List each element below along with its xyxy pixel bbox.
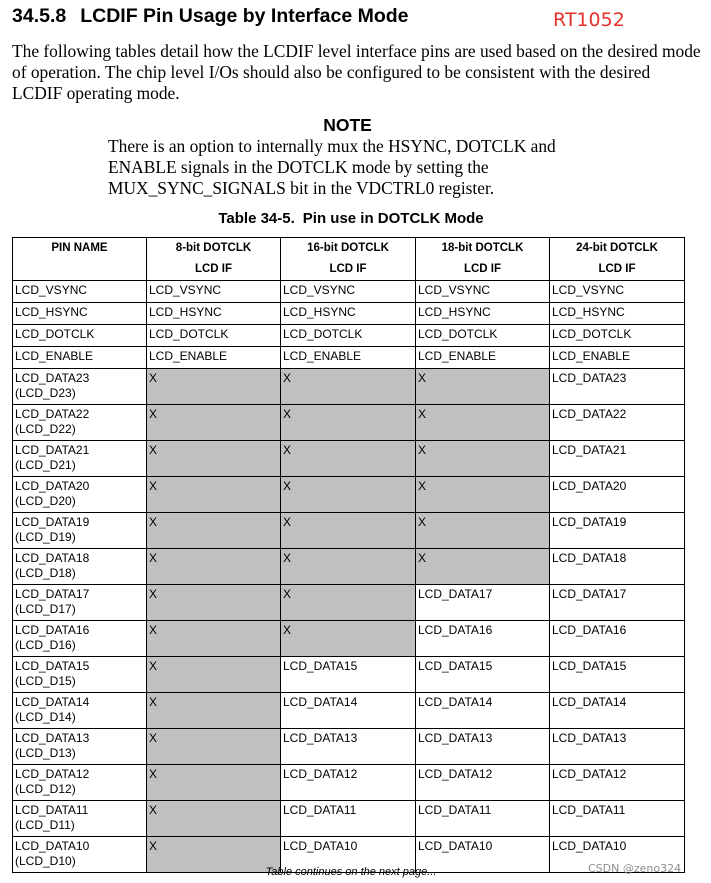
pin-use-cell: LCD_DATA11 [281,801,416,837]
column-header-line2: LCD IF [329,263,367,275]
pin-name-line: (LCD_D20) [15,494,76,508]
pin-name-cell [13,765,147,801]
table-row [13,441,685,477]
pin-use-cell: LCD_DATA16 [550,621,685,657]
pin-use-cell: LCD_DOTCLK [281,325,416,347]
column-header-line1: 18-bit DOTCLK [441,242,524,254]
table-caption [0,210,702,227]
pin-use-cell: X [147,585,281,621]
pin-name-line: (LCD_D23) [15,386,76,400]
pin-use-cell: X [147,765,281,801]
pin-name-line: LCD_DATA16 [15,623,90,637]
pin-use-cell: LCD_DATA17 [416,585,550,621]
pin-name-line: (LCD_D11) [15,818,75,832]
pin-use-cell: LCD_DATA19 [550,513,685,549]
watermark: CSDN @zeno324 [588,862,682,875]
pin-name-line: LCD_DATA22 [15,407,90,421]
pin-use-cell: LCD_DATA15 [416,657,550,693]
table-header [13,238,685,281]
pin-name-cell [13,621,147,657]
pin-use-cell: LCD_ENABLE [281,347,416,369]
pin-use-cell: LCD_DATA12 [550,765,685,801]
note-text: There is an option to internally mux the HSYNC, DOTCLK and ENABLE signals in the DOTCLK mode by setting the MUX_SYNC_SIGNALS bit in the VDCTRL0 register. [108,136,556,198]
header-row [13,238,685,281]
pin-name-cell [13,325,147,347]
pin-use-cell: LCD_DATA20 [550,477,685,513]
table-title: Pin use in DOTCLK Mode [302,210,484,227]
table-row [13,765,685,801]
pin-use-cell: LCD_DOTCLK [147,325,281,347]
column-header-line2: LCD IF [598,263,636,275]
pin-use-cell: LCD_DATA13 [550,729,685,765]
column-header-line1: 24-bit DOTCLK [576,242,658,254]
pin-use-cell: X [416,369,550,405]
pin-use-cell: X [416,405,550,441]
pin-name-line: LCD_HSYNC [15,305,88,319]
pin-use-cell: X [281,513,416,549]
pin-use-cell: X [147,405,281,441]
pin-use-cell: LCD_DATA14 [550,693,685,729]
pin-use-cell: LCD_ENABLE [416,347,550,369]
pin-name-cell [13,693,147,729]
pin-use-cell: LCD_VSYNC [416,281,550,303]
pin-use-cell: LCD_DATA15 [281,657,416,693]
pin-name-line: LCD_ENABLE [15,349,94,363]
pin-use-cell: X [416,513,550,549]
section-title: LCDIF Pin Usage by Interface Mode [80,5,409,27]
pin-use-cell: LCD_HSYNC [281,303,416,325]
pin-name-line: LCD_DATA20 [15,479,90,493]
pin-use-cell: X [281,585,416,621]
pin-use-cell: X [281,369,416,405]
pin-use-cell: X [147,369,281,405]
table-row [13,303,685,325]
pin-use-cell: LCD_DATA11 [416,801,550,837]
pin-name-cell [13,549,147,585]
pin-name-cell [13,347,147,369]
pin-use-cell: LCD_DATA23 [550,369,685,405]
pin-name-line: LCD_DATA23 [15,371,90,385]
pin-use-cell: LCD_HSYNC [147,303,281,325]
table-row [13,801,685,837]
pin-name-line: LCD_DATA15 [15,659,90,673]
pin-name-cell [13,441,147,477]
pin-name-cell [13,477,147,513]
pin-use-cell: LCD_VSYNC [147,281,281,303]
pin-name-line: LCD_DATA10 [15,839,90,853]
pin-use-cell: LCD_DATA18 [550,549,685,585]
pin-name-cell [13,303,147,325]
pin-name-line: (LCD_D10) [15,854,76,868]
table-number: Table 34-5. [218,210,295,227]
table-row [13,585,685,621]
table-row [13,513,685,549]
column-header [281,238,416,281]
pin-name-cell [13,513,147,549]
pin-use-cell: X [281,441,416,477]
pin-name-line: LCD_DOTCLK [15,327,95,341]
pin-name-line: LCD_VSYNC [15,283,88,297]
pin-use-cell: LCD_DATA13 [416,729,550,765]
column-header-line2: LCD IF [194,263,233,275]
pin-name-cell [13,405,147,441]
pin-name-line: LCD_DATA19 [15,515,90,529]
pin-use-cell: LCD_DATA11 [550,801,685,837]
column-header [147,238,281,281]
pin-use-cell: X [147,621,281,657]
pin-use-cell: LCD_DATA12 [281,765,416,801]
pin-name-cell [13,369,147,405]
pin-use-cell: LCD_HSYNC [416,303,550,325]
pin-use-cell: LCD_DATA22 [550,405,685,441]
pin-name-line: (LCD_D12) [15,782,76,796]
intro-paragraph: The following tables detail how the LCDIF level interface pins are used based on the desired mode of operation. The chip level I/Os should also be configured to be consistent with the desired LCDIF operating mode. [12,41,701,103]
column-header-line2: LCD IF [463,263,502,275]
pin-name-cell [13,801,147,837]
pin-name-line: (LCD_D14) [15,710,76,724]
column-header-line1: 16-bit DOTCLK [307,242,389,254]
pin-use-cell: LCD_VSYNC [550,281,685,303]
pin-use-cell: X [281,549,416,585]
pin-name-cell [13,585,147,621]
pin-name-line: LCD_DATA17 [15,587,90,601]
pin-use-cell: X [147,441,281,477]
pin-name-line: LCD_DATA11 [15,803,89,817]
pin-use-cell: LCD_DOTCLK [550,325,685,347]
table-row [13,281,685,303]
pin-use-cell: X [281,621,416,657]
pin-use-cell: X [147,549,281,585]
pin-use-cell: X [416,441,550,477]
pin-use-cell: LCD_DATA12 [416,765,550,801]
pin-name-cell [13,657,147,693]
column-header [13,238,147,281]
table-body [13,281,685,873]
pin-use-cell: LCD_HSYNC [550,303,685,325]
pin-use-cell: X [281,405,416,441]
table-row [13,347,685,369]
column-header-line1: 8-bit DOTCLK [175,242,252,254]
pin-use-cell: LCD_VSYNC [281,281,416,303]
pin-use-cell: LCD_DATA17 [550,585,685,621]
pin-name-line: (LCD_D13) [15,746,76,760]
pin-use-cell: LCD_DATA15 [550,657,685,693]
pin-use-cell: LCD_DATA10 [281,837,416,873]
note-title: NOTE [323,115,372,135]
pin-use-cell: LCD_DATA21 [550,441,685,477]
table-row [13,729,685,765]
table-continuation-note: Table continues on the next page... [265,866,437,878]
pin-use-cell: X [147,729,281,765]
pin-use-cell: X [147,477,281,513]
pin-name-line: (LCD_D22) [15,422,76,436]
pin-name-line: (LCD_D19) [15,530,76,544]
table-row [13,369,685,405]
pin-name-line: LCD_DATA12 [15,767,90,781]
table-row [13,405,685,441]
pin-use-cell: X [147,657,281,693]
pin-use-cell: X [147,801,281,837]
table-row [13,693,685,729]
pin-use-cell: LCD_DATA14 [281,693,416,729]
pin-use-cell: LCD_ENABLE [147,347,281,369]
table-row [13,477,685,513]
pin-use-cell: X [281,477,416,513]
column-header-line1: PIN NAME [51,242,108,254]
pin-use-cell: LCD_DATA13 [281,729,416,765]
pin-use-cell: LCD_DATA10 [550,837,685,873]
pin-name-cell [13,729,147,765]
pin-name-line: LCD_DATA14 [15,695,90,709]
pin-use-cell: X [147,837,281,873]
pin-use-cell: LCD_ENABLE [550,347,685,369]
pin-name-line: (LCD_D21) [15,458,76,472]
chip-tag: RT1052 [553,9,625,31]
pin-name-line: (LCD_D15) [15,674,76,688]
table-row [13,621,685,657]
column-header [416,238,550,281]
table-row [13,325,685,347]
pin-use-cell: LCD_DATA14 [416,693,550,729]
pin-use-cell: LCD_DOTCLK [416,325,550,347]
pin-name-cell [13,281,147,303]
pin-use-cell: LCD_DATA16 [416,621,550,657]
pin-use-cell: X [416,477,550,513]
pin-name-line: LCD_DATA13 [15,731,90,745]
pin-use-cell: X [147,513,281,549]
pin-name-line: (LCD_D16) [15,638,76,652]
pin-use-cell: X [416,549,550,585]
column-header [550,238,685,281]
section-heading [12,5,409,28]
pin-name-line: LCD_DATA18 [15,551,90,565]
pin-usage-table [12,237,685,873]
pin-name-line: (LCD_D18) [15,566,76,580]
pin-name-line: LCD_DATA21 [15,443,90,457]
table-row [13,549,685,585]
section-number: 34.5.8 [12,5,67,27]
pin-use-cell: LCD_DATA10 [416,837,550,873]
pin-use-cell: X [147,693,281,729]
table-row [13,657,685,693]
pin-name-line: (LCD_D17) [15,602,76,616]
